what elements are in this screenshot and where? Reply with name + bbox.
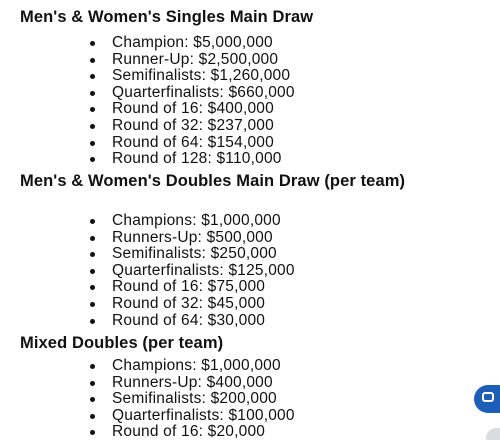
list-item-text: Round of 16: $75,000 [112, 278, 266, 296]
list-item [0, 358, 500, 375]
bullet-icon [90, 269, 95, 274]
list-item [0, 313, 500, 330]
list-item [0, 213, 500, 230]
bullet-icon [90, 285, 95, 290]
list-item-text: Champions: $1,000,000 [112, 212, 281, 229]
list-item-text: Semifinalists: $250,000 [112, 245, 277, 263]
list-item [0, 263, 500, 280]
bullet-icon [90, 107, 95, 112]
bullet-icon [90, 381, 95, 386]
list-item-text: Round of 128: $110,000 [112, 150, 282, 168]
list-item-text: Round of 64: $30,000 [112, 311, 266, 329]
section-title-doubles: Men's & Women's Doubles Main Draw (per team) [20, 172, 406, 190]
bullet-icon [90, 91, 95, 96]
chat-widget-button[interactable] [474, 385, 500, 413]
bullet-icon [90, 364, 95, 369]
list-item [0, 68, 500, 85]
bullet-icon [90, 414, 95, 419]
bullet-icon [90, 219, 95, 224]
list-item-text: Round of 16: $400,000 [112, 100, 274, 118]
bullet-icon [90, 124, 95, 129]
list-item-text: Runner-Up: $2,500,000 [112, 50, 279, 68]
bullet-icon [90, 319, 95, 324]
prize-list-singles [0, 35, 500, 168]
list-item-text: Round of 32: $237,000 [112, 116, 274, 134]
bullet-icon [90, 430, 95, 435]
list-item [0, 391, 500, 408]
scroll-corner-handle [486, 428, 500, 440]
list-item [0, 52, 500, 69]
bullet-icon [90, 74, 95, 79]
bullet-icon [90, 252, 95, 257]
list-item-text: Round of 32: $45,000 [112, 294, 266, 312]
bullet-icon [90, 157, 95, 162]
list-item-text: Semifinalists: $200,000 [112, 390, 277, 408]
list-item-text: Round of 64: $154,000 [112, 133, 274, 151]
list-item-text: Champions: $1,000,000 [112, 357, 281, 374]
list-item [0, 135, 500, 152]
prize-list-mixed [0, 358, 500, 440]
list-item [0, 230, 500, 247]
list-item [0, 151, 500, 168]
bullet-icon [90, 236, 95, 241]
bullet-icon [90, 302, 95, 307]
list-item [0, 296, 500, 313]
bullet-icon [90, 41, 95, 46]
list-item [0, 279, 500, 296]
bullet-icon [90, 397, 95, 402]
list-item [0, 408, 500, 425]
chat-translate-icon [482, 392, 494, 402]
list-item [0, 375, 500, 392]
list-item-text: Semifinalists: $1,260,000 [112, 67, 291, 85]
list-item-text: Quarterfinalists: $100,000 [112, 406, 295, 424]
list-item [0, 424, 500, 440]
list-item [0, 101, 500, 118]
bullet-icon [90, 58, 95, 63]
prize-list-doubles [0, 213, 500, 329]
bullet-icon [90, 141, 95, 146]
list-item [0, 246, 500, 263]
list-item [0, 118, 500, 135]
section-title-singles: Men's & Women's Singles Main Draw [20, 8, 314, 26]
list-item [0, 85, 500, 102]
list-item-text: Champion: $5,000,000 [112, 34, 273, 51]
list-item-text: Runners-Up: $500,000 [112, 228, 273, 246]
list-item-text: Quarterfinalists: $660,000 [112, 83, 295, 101]
list-item-text: Quarterfinalists: $125,000 [112, 261, 295, 279]
list-item-text: Round of 16: $20,000 [112, 423, 266, 440]
list-item-text: Runners-Up: $400,000 [112, 373, 273, 391]
section-title-mixed: Mixed Doubles (per team) [20, 334, 224, 352]
list-item [0, 35, 500, 52]
